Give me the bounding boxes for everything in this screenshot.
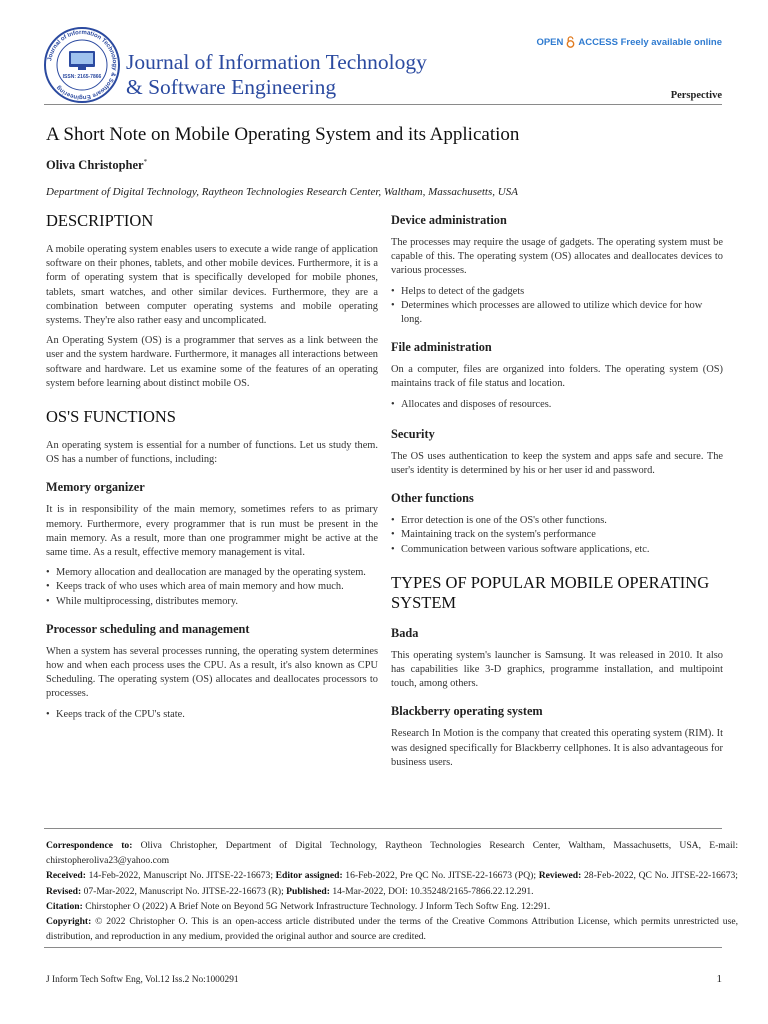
bada-heading: Bada — [391, 625, 419, 640]
list-item: • Maintaining track on the system's performance — [391, 528, 723, 542]
open-access-word: OPEN — [536, 36, 564, 48]
logo-issn: ISSN: 2165-7866 — [62, 74, 102, 80]
functions-heading: OS'S FUNCTIONS — [46, 407, 176, 427]
article-type: Perspective — [670, 90, 722, 101]
description-paragraph-1: A mobile operating system enables users to execute a wide range of application software on their phones, tablets, and other mobile devices. Furthermore, it is a form of operating system that is specifically developed for mobile phones, tablets, smart watches, and other similar devices. Furthermore, they are a combination between computer operating systems and mobile operating systems. They're also rather easy and uncomplicated. — [46, 244, 378, 327]
device-heading: Device administration — [391, 213, 507, 227]
journal-title — [126, 50, 427, 100]
footnote-bottom-divider — [44, 947, 722, 948]
memory-bullet-list — [46, 566, 378, 609]
list-item: • Memory allocation and deallocation are managed by the operating system. — [46, 566, 378, 580]
correspondence-text: Oliva Christopher, Department of Digital Technology, Raytheon Technologies Research Center, Waltham, Massachusetts, USA, E-mail: chirstopheroliva23@yahoo.com — [46, 840, 738, 867]
published-text: 14-Mar-2022, DOI: 10.35248/2165-7866.22.12.291. — [332, 885, 534, 897]
logo-ring-text: Journal of Information Technology & Software Engineering — [47, 29, 118, 101]
file-bullet-list — [391, 398, 723, 412]
left-column — [46, 208, 378, 730]
processor-heading: Processor scheduling and management — [46, 621, 250, 636]
reviewed-text: 28-Feb-2022, QC No. JITSE-22-16673; — [583, 870, 738, 882]
other-bullet-list — [391, 514, 723, 557]
types-heading: TYPES OF POPULAR MOBILE OPERATING SYSTEM — [391, 572, 710, 612]
citation-text: Chirstopher O (2022) A Brief Note on Beyond 5G Network Infrastructure Technology. J Inform Tech Softw Eng. 12:291. — [85, 900, 551, 912]
editor-label: Editor assigned: — [275, 870, 343, 882]
citation — [46, 899, 738, 914]
page-number: 1 — [716, 973, 722, 985]
device-bullet-list — [391, 285, 723, 328]
open-lock-icon — [566, 36, 575, 48]
open-access-badge — [536, 36, 722, 48]
footnote-top-divider — [44, 828, 722, 829]
list-item: • Allocates and disposes of resources. — [391, 398, 723, 412]
blackberry-paragraph: Research In Motion is the company that created this operating system (RIM). It was designed specifically for Blackberry cellphones. It is also advantageous for business users. — [391, 728, 723, 768]
list-item: • Determines which processes are allowed to utilize which device for how long. — [391, 299, 723, 327]
revised-label: Revised: — [46, 885, 82, 897]
journal-reference: J Inform Tech Softw Eng, Vol.12 Iss.2 No:1000291 — [46, 975, 239, 985]
published-label: Published: — [286, 885, 330, 897]
blackberry-heading: Blackberry operating system — [391, 704, 543, 719]
description-heading: DESCRIPTION — [46, 211, 154, 230]
bada-paragraph: This operating system's launcher is Samsung. It was released in 2010. It also has capabilities like 3-D graphics, programme installation, and multipoint touch, among others. — [391, 649, 723, 690]
author-mark: * — [143, 158, 148, 166]
editor-text: 16-Feb-2022, Pre QC No. JITSE-22-16673 (PQ); — [345, 870, 537, 882]
list-item: • Helps to detect of the gadgets — [391, 285, 723, 299]
open-access-text: ACCESS Freely available online — [578, 36, 722, 48]
journal-title-line2: & Software Engineering — [126, 75, 337, 99]
revised-text: 07-Mar-2022, Manuscript No. JITSE-22-16673 (R); — [83, 885, 284, 897]
received-text: 14-Feb-2022, Manuscript No. JITSE-22-16673; — [88, 870, 273, 882]
correspondence — [46, 838, 738, 868]
functions-paragraph: An operating system is essential for a number of functions. Let us study them. OS has a number of functions, including: — [46, 440, 378, 466]
processor-bullet-list — [46, 708, 378, 722]
processor-paragraph: When a system has several processes running, the operating system determines how and when each process uses the CPU. As a result, it's also known as CPU Scheduling. The operating system (OS) allocates and deallocates processors to processes. — [46, 645, 378, 700]
list-item: • Communication between various software applications, etc. — [391, 543, 723, 557]
journal-logo — [42, 25, 122, 105]
received-label: Received: — [46, 870, 86, 882]
right-column — [391, 208, 723, 776]
citation-label: Citation: — [46, 900, 83, 912]
copyright-text: © 2022 Christopher O. This is an open-access article distributed under the terms of the Creative Commons Attribution License, which permits unrestricted use, distribution, and reproduction in any medium, provided the original author and source are credited. — [46, 916, 738, 943]
affiliation: Department of Digital Technology, Raytheon Technologies Research Center, Waltham, Massachusetts, USA — [46, 186, 518, 198]
file-paragraph: On a computer, files are organized into folders. The operating system (OS) maintains track of file status and location. — [391, 364, 723, 390]
history — [46, 868, 738, 898]
author-line — [46, 158, 147, 173]
journal-title-line1: Journal of Information Technology — [126, 50, 427, 74]
header-divider — [44, 104, 722, 105]
footnote-block — [46, 838, 738, 944]
description-paragraph-2: An Operating System (OS) is a programmer that serves as a link between the user and the system hardware. Furthermore, it manages all interactions between software and hardware. Let us examine some of the features of an operating system before learning about distinct mobile OS. — [46, 335, 378, 389]
author-name: Oliva Christopher — [46, 158, 144, 173]
security-heading: Security — [391, 426, 435, 441]
list-item: • Error detection is one of the OS's other functions. — [391, 514, 723, 528]
article-title: A Short Note on Mobile Operating System and its Application — [46, 124, 520, 145]
list-item: • While multiprocessing, distributes memory. — [46, 595, 378, 609]
copyright-label: Copyright: — [46, 916, 92, 928]
list-item: • Keeps track of who uses which area of main memory and how much. — [46, 580, 378, 594]
correspondence-label: Correspondence to: — [46, 840, 133, 851]
other-heading: Other functions — [391, 491, 474, 506]
reviewed-label: Reviewed: — [538, 870, 582, 882]
copyright — [46, 914, 738, 944]
memory-heading: Memory organizer — [46, 480, 145, 495]
memory-paragraph: It is in responsibility of the main memory, sometimes refers to as primary memory. Furthermore, every programmer that is run must be present in the main memory. As a result, more than one programmer might be active at the same time. As a result, effective memory management is vital. — [46, 504, 378, 559]
device-paragraph: The processes may require the usage of gadgets. The operating system must be capable of this. The operating system (OS) allocates and deallocates devices to various processes. — [391, 237, 723, 277]
security-paragraph: The OS uses authentication to keep the system and apps safe and secure. The user's identity is determined by his or her user id and password. — [391, 450, 723, 477]
list-item: • Keeps track of the CPU's state. — [46, 708, 378, 722]
file-heading: File administration — [391, 340, 492, 355]
